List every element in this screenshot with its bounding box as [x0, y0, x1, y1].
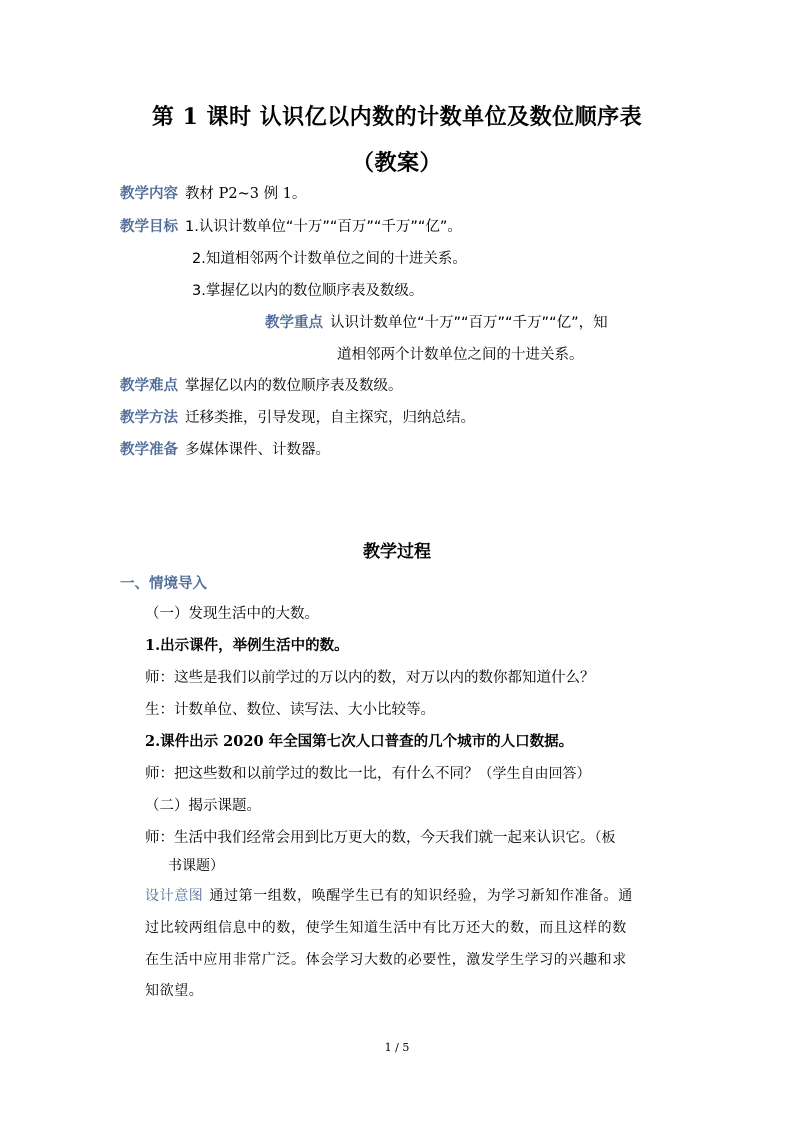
goal-3: 3.掌握亿以内的数位顺序表及数级。 [192, 283, 424, 299]
process-heading: 教学过程 [363, 542, 431, 562]
teaching-method-value: 迁移类推，引导发现，自主探究，归纳总结。 [185, 410, 475, 426]
teaching-difficulty-label: 教学难点 [120, 378, 178, 394]
sub-2: （二）揭示课题。 [145, 798, 261, 814]
teaching-prep-value: 多媒体课件、计数器。 [185, 442, 330, 458]
teaching-key-row [265, 313, 608, 333]
page-subtitle: （教案） [351, 150, 442, 176]
page-title: 第 1 课时 认识亿以内数的计数单位及数位顺序表 [151, 104, 643, 130]
teacher-2: 师：把这些数和以前学过的数比一比，有什么不同？ [145, 766, 479, 782]
step-2: 2.课件出示 2020 年全国第七次人口普查的几个城市的人口数据。 [145, 733, 574, 750]
teacher-2-row [145, 764, 591, 784]
goal-1: 1.认识计数单位“十万”“百万”“千万”“亿”。 [185, 219, 462, 235]
teaching-method-row [120, 408, 475, 428]
teaching-goals-row [120, 217, 462, 237]
teaching-content-row [120, 184, 306, 204]
teaching-goals-label: 教学目标 [120, 219, 178, 235]
design-label: 设计意图 [145, 888, 204, 904]
student-1: 生：计数单位、数位、读写法、大小比较等。 [145, 702, 435, 718]
teacher-1: 师：这些是我们以前学过的万以内的数，对万以内的数你都知道什么？ [145, 670, 595, 686]
teacher-2-note: （学生自由回答） [478, 766, 591, 782]
teaching-key-value-2: 道相邻两个计数单位之间的十进关系。 [337, 347, 584, 363]
teaching-content-value: 教材 P2~3 例 1。 [185, 186, 307, 202]
teacher-3-note-a: （板 [594, 830, 616, 846]
teaching-prep-label: 教学准备 [120, 442, 178, 458]
teaching-key-value-1: 认识计数单位“十万”“百万”“千万”“亿”，知 [330, 315, 608, 331]
teacher-3-note-b: 书课题） [168, 858, 224, 874]
design-line-3: 在生活中应用非常广泛。体会学习大数的必要性，激发学生学习的兴趣和求 [145, 952, 627, 968]
section-1-heading: 一、情境导入 [120, 576, 207, 592]
design-line-2: 过比较两组信息中的数，使学生知道生活中有比万还大的数，而且这样的数 [145, 920, 627, 936]
teaching-difficulty-value: 掌握亿以内的数位顺序表及数级。 [185, 378, 403, 394]
design-line-1: 通过第一组数，唤醒学生已有的知识经验，为学习新知作准备。通 [209, 888, 633, 904]
teaching-prep-row [120, 440, 330, 460]
teaching-difficulty-row [120, 376, 403, 396]
step-1: 1.出示课件，举例生活中的数。 [145, 637, 349, 654]
sub-1: （一）发现生活中的大数。 [145, 606, 319, 622]
teaching-content-label: 教学内容 [120, 186, 178, 202]
teacher-3: 师：生活中我们经常会用到比万更大的数，今天我们就一起来认识它。 [145, 830, 595, 846]
goal-2: 2.知道相邻两个计数单位之间的十进关系。 [192, 251, 467, 267]
teaching-key-label: 教学重点 [265, 315, 323, 331]
design-line-4: 知欲望。 [145, 983, 204, 999]
teaching-method-label: 教学方法 [120, 410, 178, 426]
design-row-1 [145, 885, 633, 905]
page-number: 1 / 5 [384, 1041, 410, 1054]
teacher-3-row [145, 828, 616, 848]
